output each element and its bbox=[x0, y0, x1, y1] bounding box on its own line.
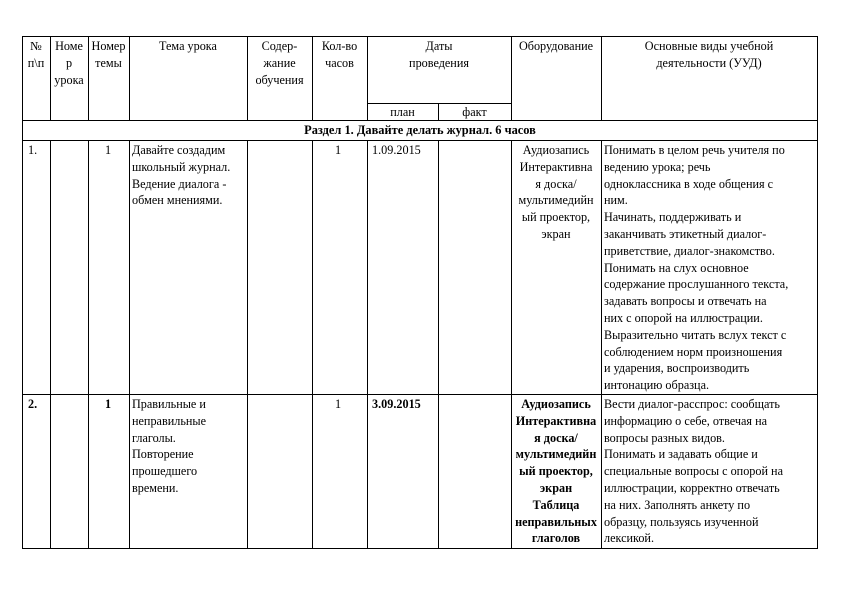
row-1-bottom-line bbox=[22, 394, 818, 395]
row-1-activities: Понимать в целом речь учителя по ведению урока; речь одноклассника в ходе общения с ним. Начинать, поддерживать и заканчивать этикетный диалог- приветствие, диалог-знакомство. Понимать на слух основное содержание прослушанного текста, задавать вопросы и отвечать на них с опорой на иллюстрации. Выразительно читать вслух текст с соблюдением норм произношения и ударения, воспроизводить интонацию образца. bbox=[604, 143, 789, 393]
row-2-topic: Правильные и неправильные глаголы. Повторение прошедшего времени. bbox=[132, 397, 206, 495]
row-1-topic: Давайте создадим школьный журнал. Ведение диалога - обмен мнениями. bbox=[132, 143, 231, 208]
row-1-topic-num: 1 bbox=[105, 143, 112, 157]
row-2-hours: 1 bbox=[335, 397, 342, 411]
col-divider bbox=[601, 140, 602, 549]
section-bottom-line bbox=[22, 140, 818, 141]
row-1-date-plan: 1.09.2015 bbox=[372, 143, 421, 157]
table-top-border bbox=[22, 36, 818, 37]
header-dates: Даты проведения bbox=[409, 39, 469, 70]
header-equipment: Оборудование bbox=[518, 39, 594, 53]
table-left-border bbox=[22, 36, 23, 549]
header-activities: Основные виды учебной деятельности (УУД) bbox=[644, 39, 774, 70]
row-1-num: 1. bbox=[28, 143, 38, 157]
header-fact: факт bbox=[462, 105, 487, 119]
row-2-num: 2. bbox=[28, 397, 38, 411]
row-1-hours: 1 bbox=[335, 143, 342, 157]
header-plan: план bbox=[390, 105, 415, 119]
lesson-plan-table bbox=[22, 36, 818, 548]
row-2-equipment: Аудиозапись Интерактивна я доска/ мультимедийн ый проектор, экран Таблица неправильных глаголов bbox=[515, 397, 597, 546]
row-2-activities: Вести диалог-расспрос: сообщать информацию о себе, отвечая на вопросы разных видов. Понимать и задавать общие и специальные вопросы с опорой на иллюстрации, корректно отвечать на них. Заполнять анкету по образцу, пользуясь изученной лексикой. bbox=[604, 397, 783, 546]
col-divider bbox=[312, 140, 313, 549]
col-divider bbox=[247, 140, 248, 549]
col-divider bbox=[129, 140, 130, 549]
section-title: Раздел 1. Давайте делать журнал. 6 часов bbox=[304, 123, 536, 137]
col-divider bbox=[50, 140, 51, 549]
col-divider bbox=[367, 140, 368, 549]
header-topic-num: Номер темы bbox=[91, 39, 126, 70]
header-num: № п\п bbox=[27, 39, 45, 70]
row-1-equipment: Аудиозапись Интерактивна я доска/ мультимедийн ый проектор, экран bbox=[518, 143, 594, 241]
row-2-date-plan: 3.09.2015 bbox=[372, 397, 421, 411]
table-bottom-border bbox=[22, 548, 818, 549]
header-content: Содер- жание обучения bbox=[255, 39, 304, 87]
row-2-topic-num: 1 bbox=[105, 397, 112, 411]
header-lesson-num: Номе р урока bbox=[54, 39, 84, 87]
header-topic: Тема урока bbox=[159, 39, 217, 53]
table-right-border bbox=[817, 36, 818, 549]
col-divider bbox=[88, 140, 89, 549]
col-divider bbox=[438, 140, 439, 549]
header-hours: Кол-во часов bbox=[321, 39, 358, 70]
